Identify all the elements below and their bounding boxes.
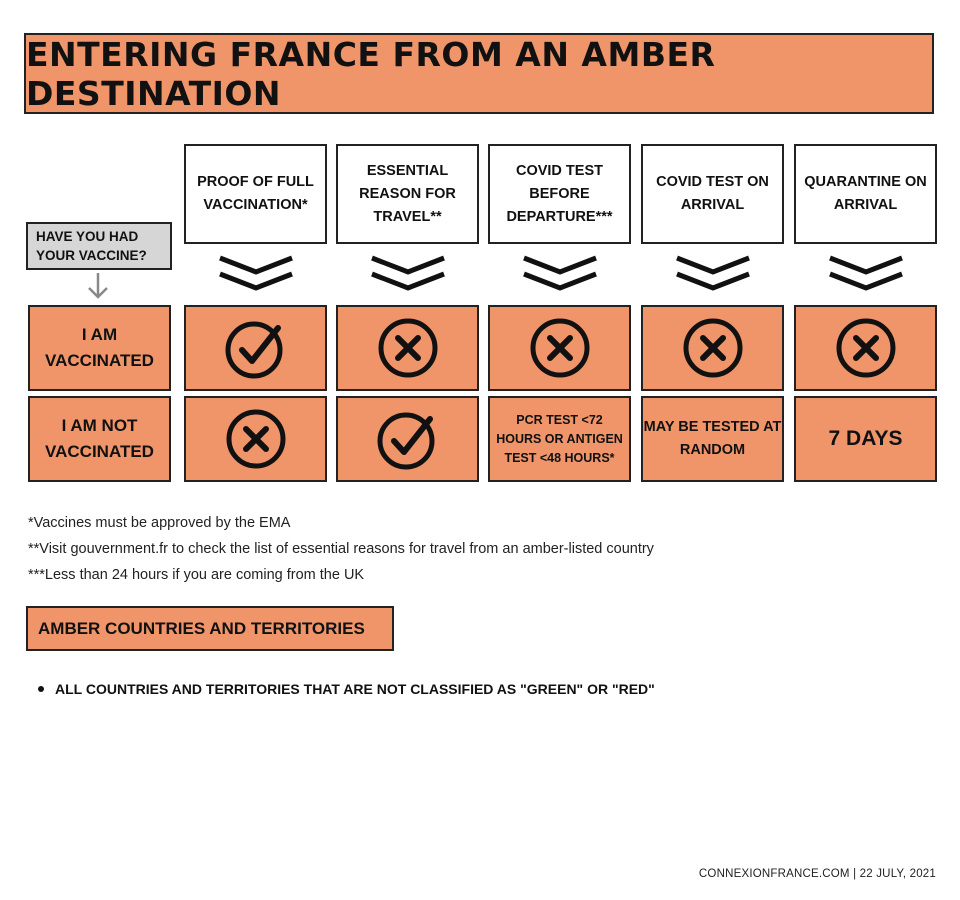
row-label-not-vaccinated: I AM NOT VACCINATED <box>28 396 171 482</box>
cell-not-vaccinated-quarantine: 7 DAYS <box>794 396 937 482</box>
double-chevron-down-icon <box>826 254 906 294</box>
cross-circle-icon <box>528 316 592 380</box>
column-header-test-before-departure: COVID TEST BEFORE DEPARTURE*** <box>488 144 631 244</box>
cell-not-vaccinated-essential <box>336 396 479 482</box>
footnote-essential-reasons: **Visit gouvernment.fr to check the list of essential reasons for travel from an amber-listed country <box>28 541 654 557</box>
cross-circle-icon <box>681 316 745 380</box>
double-chevron-down-icon <box>216 254 296 294</box>
cross-circle-icon <box>376 316 440 380</box>
footnotes <box>28 510 654 588</box>
row-label-vaccinated: I AM VACCINATED <box>28 305 171 391</box>
column-header-quarantine: QUARANTINE ON ARRIVAL <box>794 144 937 244</box>
source-credit: CONNEXIONFRANCE.COM | 22 JULY, 2021 <box>698 868 936 880</box>
column-header-proof-of-vaccination: PROOF OF FULL VACCINATION* <box>184 144 327 244</box>
cell-vaccinated-test-before <box>488 305 631 391</box>
cross-circle-icon <box>224 407 288 471</box>
check-circle-icon <box>224 316 288 380</box>
arrow-down-icon <box>86 272 110 300</box>
double-chevron-down-icon <box>673 254 753 294</box>
double-chevron-down-icon <box>520 254 600 294</box>
double-chevron-down-icon <box>368 254 448 294</box>
title-banner <box>24 33 934 114</box>
vaccine-question-box: HAVE YOU HAD YOUR VACCINE? <box>26 222 172 270</box>
cell-not-vaccinated-test-arrival: MAY BE TESTED AT RANDOM <box>641 396 784 482</box>
list-item-text: ALL COUNTRIES AND TERRITORIES THAT ARE NOT CLASSIFIED AS "GREEN" OR "RED" <box>55 681 655 697</box>
cross-circle-icon <box>834 316 898 380</box>
column-header-essential-reason: ESSENTIAL REASON FOR TRAVEL** <box>336 144 479 244</box>
cell-vaccinated-essential <box>336 305 479 391</box>
cell-not-vaccinated-proof <box>184 396 327 482</box>
check-circle-icon <box>376 407 440 471</box>
list-item <box>38 681 655 697</box>
cell-vaccinated-quarantine <box>794 305 937 391</box>
footnote-vaccines: *Vaccines must be approved by the EMA <box>28 515 291 531</box>
column-header-test-on-arrival: COVID TEST ON ARRIVAL <box>641 144 784 244</box>
cell-vaccinated-test-arrival <box>641 305 784 391</box>
page-title: ENTERING FRANCE FROM AN AMBER DESTINATION <box>26 34 716 113</box>
footnote-uk: ***Less than 24 hours if you are coming from the UK <box>28 567 365 583</box>
bullet-icon <box>38 686 44 692</box>
section-title-amber-countries: AMBER COUNTRIES AND TERRITORIES <box>26 606 394 651</box>
cell-vaccinated-proof <box>184 305 327 391</box>
cell-not-vaccinated-test-before: PCR TEST <72 HOURS OR ANTIGEN TEST <48 HOURS* <box>488 396 631 482</box>
